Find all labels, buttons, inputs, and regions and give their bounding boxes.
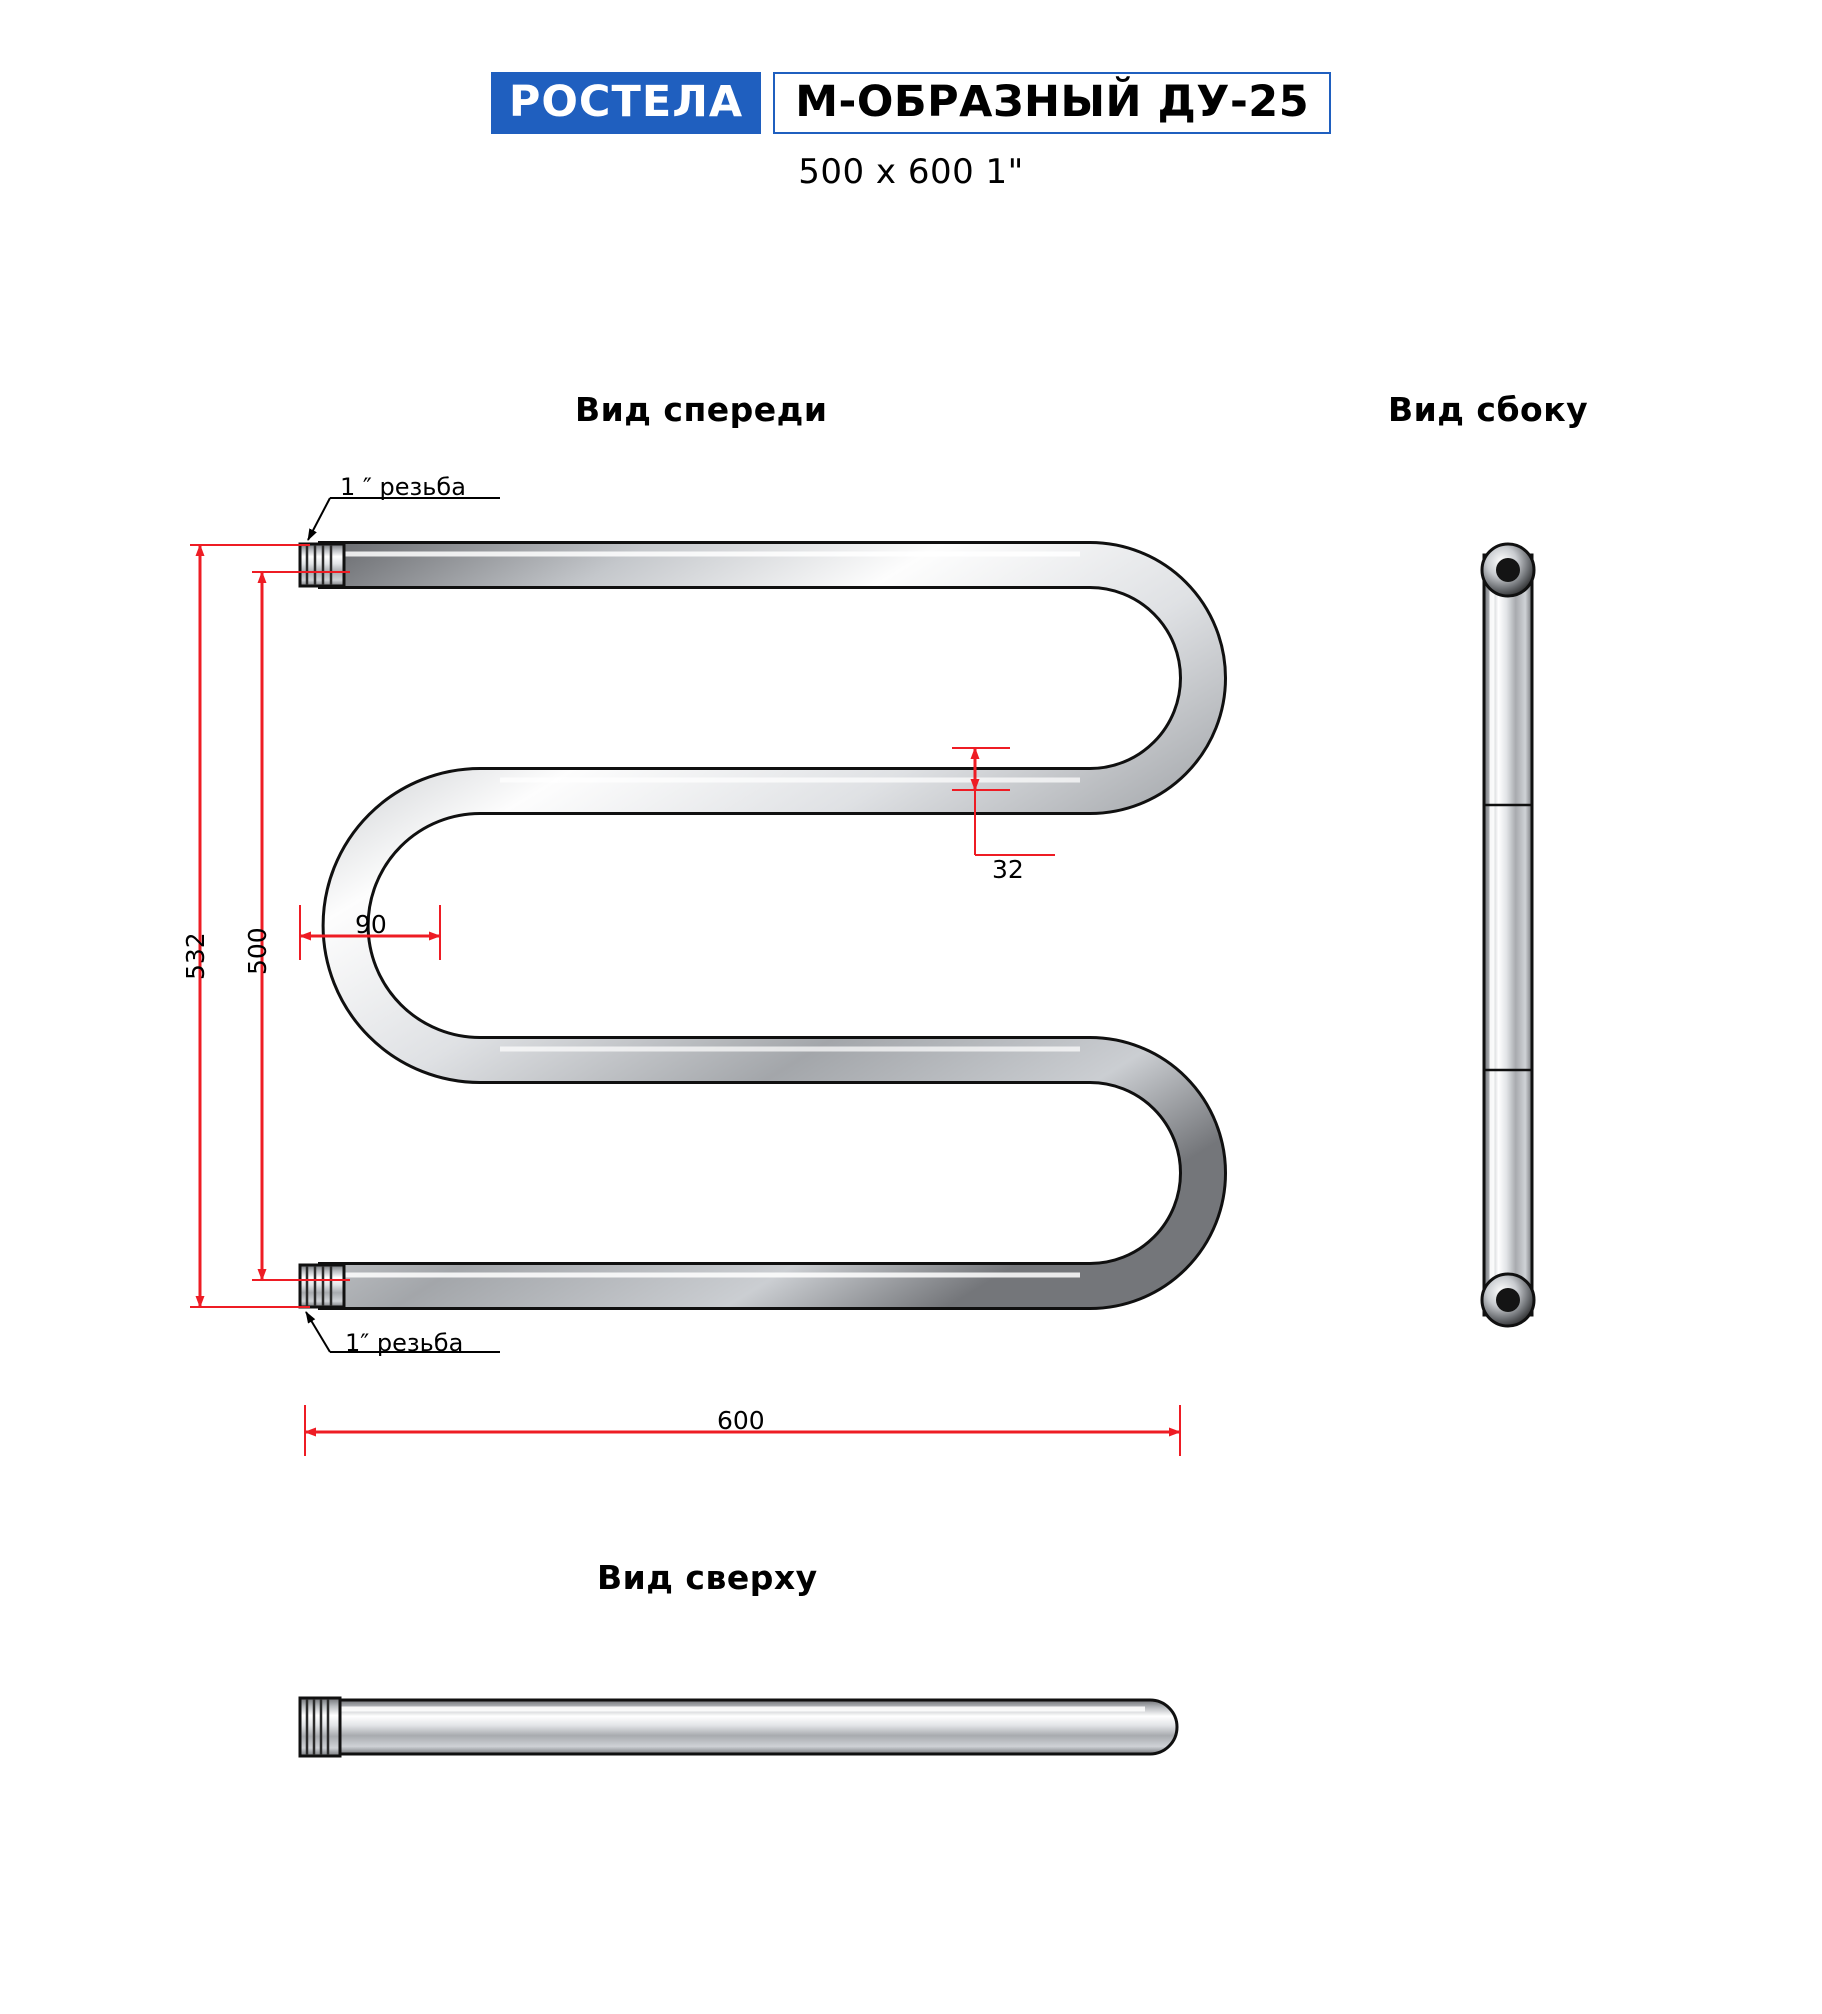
dimension-label-500: 500 <box>243 927 272 975</box>
caption-top-view: Вид сверху <box>597 1558 818 1597</box>
leader-thread-top <box>308 498 500 540</box>
thread-end-top-view <box>300 1698 340 1756</box>
dimension-label-32: 32 <box>992 855 1024 884</box>
thread-end-bottom <box>300 1265 344 1307</box>
dimension-label-90: 90 <box>355 910 387 939</box>
side-view-pipe <box>1482 544 1534 1326</box>
caption-side-view: Вид сбоку <box>1388 390 1589 429</box>
thread-callout-top: 1 ″ резьба <box>340 473 466 501</box>
thread-callout-bottom: 1″ резьба <box>345 1329 464 1357</box>
front-view-pipe <box>300 544 1203 1307</box>
dimension-label-600: 600 <box>717 1406 765 1435</box>
dimension-label-532: 532 <box>181 932 210 980</box>
model-badge: М-ОБРАЗНЫЙ ДУ-25 <box>773 72 1331 134</box>
brand-badge: РОСТЕЛА <box>491 72 761 134</box>
thread-end-top <box>300 544 344 586</box>
dimension-532 <box>190 545 310 1307</box>
size-subtitle: 500 x 600 1" <box>798 152 1024 192</box>
caption-front-view: Вид спереди <box>575 390 828 429</box>
top-view-pipe <box>300 1698 1177 1756</box>
